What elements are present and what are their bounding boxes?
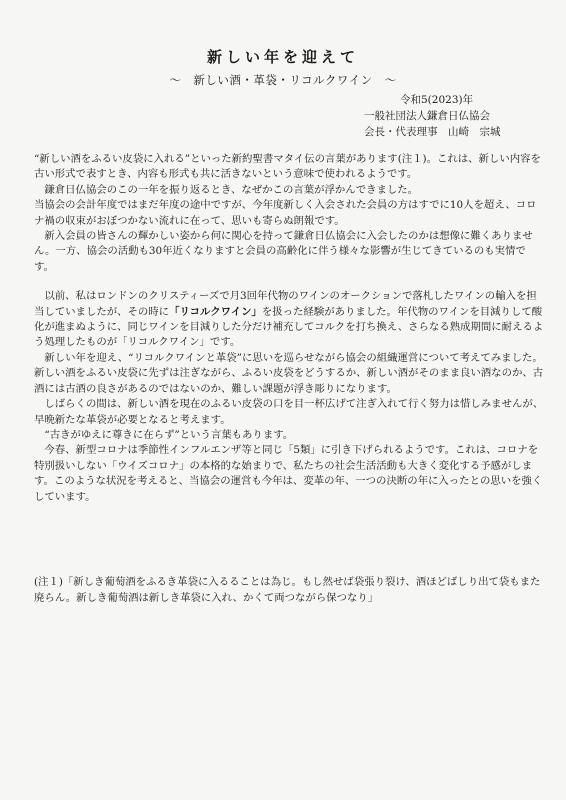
paragraph: 今春、新型コロナは季節性インフルエンザ等と同じ「5類」に引き下げられるようです。これは、コロナを特別扱いしない「ウイズコロナ」の本格的な始まりで、私たちの社会生活活動も大きく変化する予感がします。このような状況を考えると、当協会の運営も今年は、変革の年、一つの決断の年に入ったとの思いを強くしています。 <box>34 444 543 503</box>
footnote: (注１)「新しき葡萄酒をふるき革袋に入るることは為じ。もし然せば袋張り裂け、酒ほどばしり出て袋もまた廃らん。新しき葡萄酒は新しき革袋に入れ、かくて両つながら保つなり」 <box>34 576 541 605</box>
page-title: 新しい年を迎えて <box>206 48 359 66</box>
recork-wine-emphasis: 「リコルクワイン」 <box>169 305 262 318</box>
author-line: 会長・代表理事 山崎 宗城 <box>364 126 501 138</box>
paragraph <box>34 289 544 351</box>
paragraph: 鎌倉日仏協会のこの一年を振り返るとき、なぜかこの言葉が浮かんできました。 <box>44 183 419 196</box>
paragraph: 新しい年を迎え、“リコルクワインと革袋”に思いを巡らせながら協会の組織運営について考えてみました。新しい酒をふるい皮袋に先ずは注ぎながら、ふるい皮袋をどうするか、新しい酒がそのまま良い酒なのか、古酒には古酒の良さがあるのではないのか、難しい課題が浮き彫りになります。 <box>34 351 544 395</box>
paragraph: 新入会員の皆さんの輝かしい姿から何に関心を持って鎌倉日仏協会に入会したのかは想像に難くありません。一方、協会の活動も30年近くなりますと会員の高齢化に伴う様々な影響が生じてきているのも実情です。 <box>34 230 533 273</box>
paragraph-text: 以前、私はロンドンのクリスティーズで月3回年代物のワインのオークションで落札したワインの輸入を担当していましたが、その時に <box>34 290 537 318</box>
body-text <box>34 152 544 505</box>
paragraph: しばらくの間は、新しい酒を現在のふるい皮袋の口を目一杯広げて注ぎ入れて行く努力は惜しみませんが、早晩新たな革袋が必要となると考えます。 <box>34 398 544 426</box>
organization-line: 一般社団法人鎌倉日仏協会 <box>364 110 490 122</box>
paragraph-text: を扱った経験がありました。年代物のワインを目減りして酸化が進まぬように、同じワインを目減りした分だけ補充してコルクを打ち換え、さらなる熟成期間に耐えるよう処理したものが「リコルクワイン」です。 <box>34 305 544 349</box>
paragraph: 当協会の会計年度ではまだ年度の途中ですが、今年度新しく入会された会員の方はすでに10人を超え、コロナ禍の収束がおぼつかない流れに在って、思いも寄らぬ朗報です。 <box>34 199 537 227</box>
date-line: 令和5(2023)年 <box>400 94 474 106</box>
page-subtitle: 〜 新しい酒・革袋・リコルクワイン 〜 <box>169 73 397 87</box>
paragraph: “新しい酒をふるい皮袋に入れる”といった新約聖書マタイ伝の言葉があります(注１)。これは、新しい内容を古い形式で表すとき、内容も形式も共に活きないという意味で使われるようです。 <box>34 153 541 181</box>
paragraph: “古きがゆえに尊きに在らず”という言葉もあります。 <box>44 428 294 441</box>
